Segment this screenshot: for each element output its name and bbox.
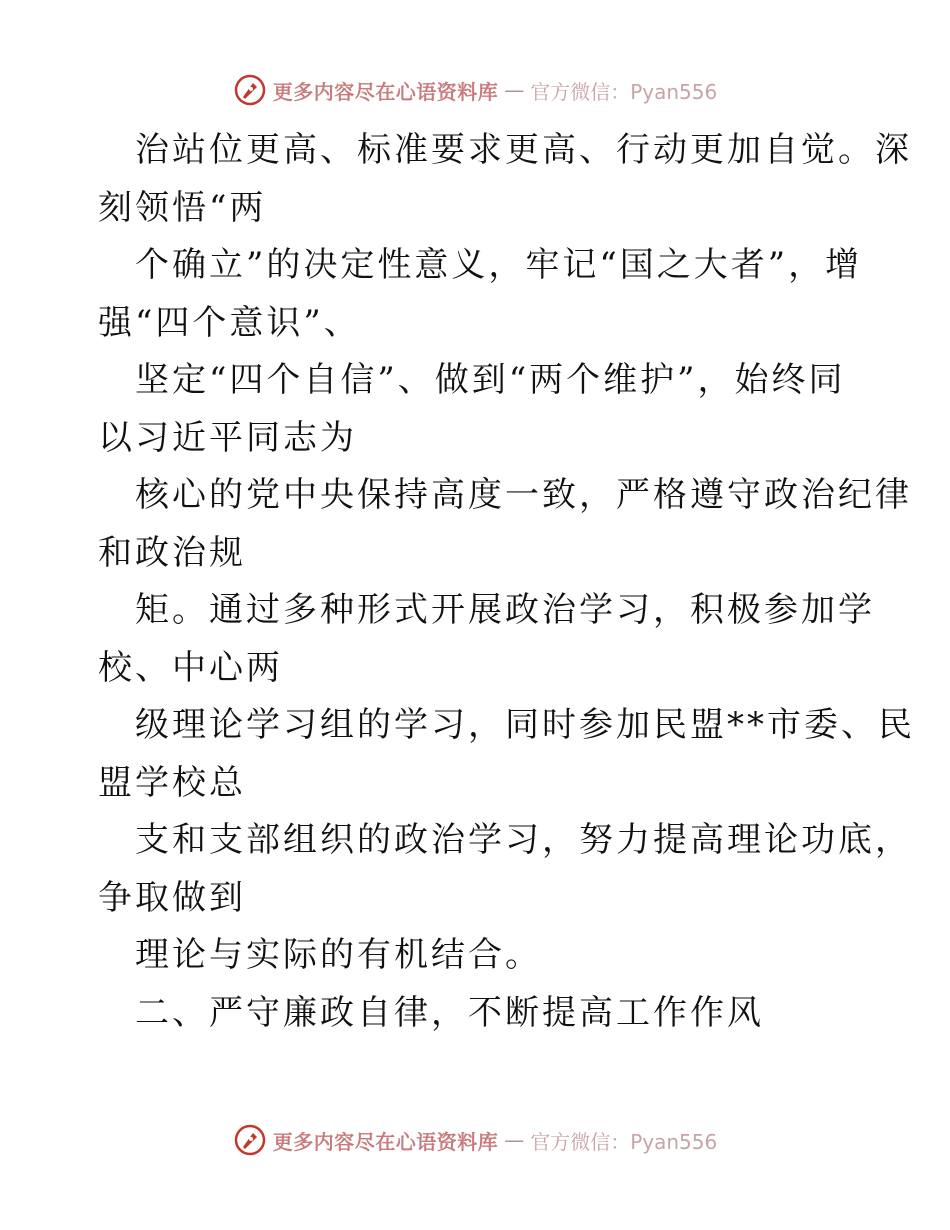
- watermark-wechat: 官方微信：Pyan556: [530, 79, 718, 104]
- body-line: 强“四个意识”、: [98, 302, 361, 343]
- body-line: 坚定“四个自信”、做到“两个维护”，始终同: [135, 360, 846, 400]
- body-line: 级理论学习组的学习，同时参加民盟**市委、民: [135, 705, 915, 745]
- watermark-wechat: 官方微信：Pyan556: [530, 1129, 718, 1154]
- body-line: 以习近平同志为: [98, 417, 357, 458]
- document-body: [98, 122, 915, 1042]
- body-line: 个确立”的决定性意义，牢记“国之大者”，增: [135, 245, 863, 285]
- body-line: 争取做到: [98, 877, 246, 918]
- watermark-text: 更多内容尽在心语资料库: [272, 79, 499, 104]
- body-line: 支和支部组织的政治学习，努力提高理论功底，: [135, 820, 912, 860]
- pen-nib-circle-icon: [233, 1123, 267, 1157]
- watermark-separator: —: [504, 78, 525, 102]
- body-line: 和政治规: [98, 532, 246, 573]
- body-line: 校、中心两: [98, 647, 283, 688]
- body-line: 矩。通过多种形式开展政治学习，积极参加学: [135, 590, 875, 630]
- pen-nib-circle-icon: [233, 73, 267, 107]
- body-line: 核心的党中央保持高度一致，严格遵守政治纪律: [135, 475, 912, 515]
- watermark-text: 更多内容尽在心语资料库: [272, 1129, 499, 1154]
- watermark-separator: —: [504, 1128, 525, 1152]
- section-heading: 二、严守廉政自律，不断提高工作作风: [135, 992, 764, 1033]
- body-line: 理论与实际的有机结合。: [135, 935, 542, 975]
- body-line: 刻领悟“两: [98, 187, 267, 228]
- header-watermark: [0, 70, 950, 110]
- body-line: 盟学校总: [98, 762, 246, 803]
- footer-watermark: [0, 1120, 950, 1160]
- body-line: 治站位更高、标准要求更高、行动更加自觉。深: [135, 130, 912, 170]
